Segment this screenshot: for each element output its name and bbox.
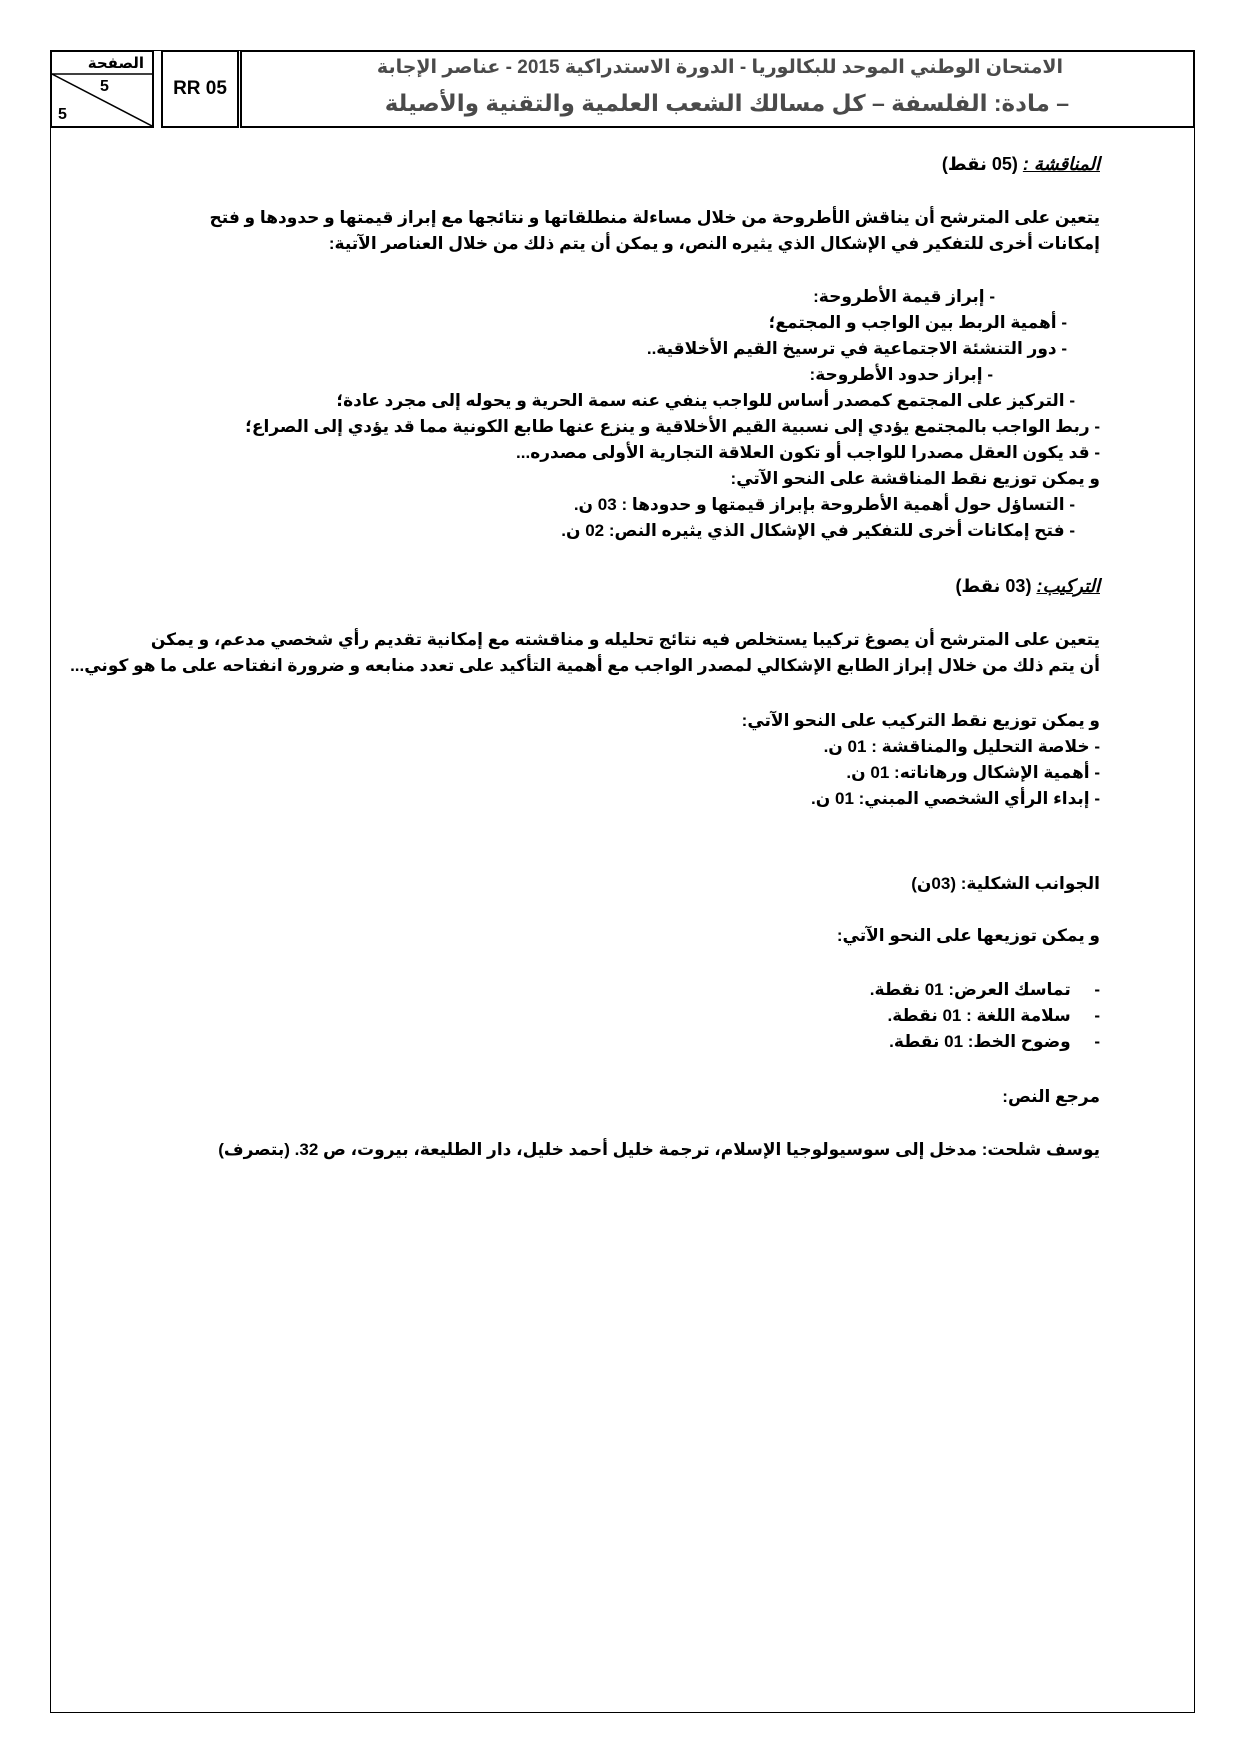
synthesis-title: التركيب: xyxy=(1036,576,1100,596)
discussion-item: - فتح إمكانات أخرى للتفكير في الإشكال الذي يثيره النص: 02 ن. xyxy=(561,521,1075,540)
reference-title: مرجع النص: xyxy=(1002,1087,1100,1106)
discussion-item: - دور التنشئة الاجتماعية في ترسيخ القيم الأخلاقية.. xyxy=(646,339,1067,358)
header-title-line2: – مادة: الفلسفة – كل مسالك الشعب العلمية والتقنية والأصيلة xyxy=(384,90,1069,116)
synthesis-distribution-intro: و يمكن توزيع نقط التركيب على النحو الآتي: xyxy=(741,711,1100,730)
synthesis-intro-line1: يتعين على المترشح أن يصوغ تركيبا يستخلص فيه نتائج تحليله و مناقشته مع إمكانية تقديم رأي شخصي مدعم، و يمكن xyxy=(150,630,1100,649)
synthesis-points: (03 نقط) xyxy=(955,576,1032,596)
page-number-box xyxy=(50,50,154,128)
discussion-intro-line1: يتعين على المترشح أن يناقش الأطروحة من خلال مساءلة منطلقاتها و نتائجها مع إبراز قيمتها و حدودها و فتح xyxy=(209,208,1100,227)
formal-item: - سلامة اللغة : 01 نقطة. xyxy=(887,1006,1100,1025)
discussion-item: - قد يكون العقل مصدرا للواجب أو تكون العلاقة التجارية الأولى مصدره... xyxy=(516,443,1100,462)
discussion-heading xyxy=(942,154,1100,175)
synthesis-intro-line2: أن يتم ذلك من خلال إبراز الطابع الإشكالي لمصدر الواجب مع أهمية التأكيد على تعدد منابعه و ضرورة انفتاحه على ما هو كوني... xyxy=(70,656,1100,675)
page-current: 5 xyxy=(100,78,109,95)
discussion-distribution-intro: و يمكن توزيع نقط المناقشة على النحو الآتي: xyxy=(730,469,1100,488)
reference-text: يوسف شلحت: مدخل إلى سوسيولوجيا الإسلام، ترجمة خليل أحمد خليل، دار الطليعة، بيروت، ص 32. (بتصرف) xyxy=(218,1140,1100,1159)
formal-title: الجوانب الشكلية: (03ن) xyxy=(911,874,1100,893)
discussion-item: - التركيز على المجتمع كمصدر أساس للواجب ينفي عنه سمة الحرية و يحوله إلى مجرد عادة؛ xyxy=(336,391,1075,410)
discussion-title: المناقشة : xyxy=(1022,154,1100,174)
exam-code: RR 05 xyxy=(161,50,239,128)
discussion-item: - إبراز حدود الأطروحة: xyxy=(809,365,993,384)
discussion-points: (05 نقط) xyxy=(941,154,1018,174)
header-title-line1: الامتحان الوطني الموحد للبكالوريا - الدورة الاستدراكية 2015 - عناصر الإجابة xyxy=(376,57,1063,78)
discussion-intro-line2: إمكانات أخرى للتفكير في الإشكال الذي يثيره النص، و يمكن أن يتم ذلك من خلال العناصر الآتية: xyxy=(328,234,1100,253)
discussion-item: - أهمية الربط بين الواجب و المجتمع؛ xyxy=(768,313,1067,332)
discussion-item: - إبراز قيمة الأطروحة: xyxy=(813,287,995,306)
synthesis-heading xyxy=(955,576,1100,597)
synthesis-item: - إبداء الرأي الشخصي المبني: 01 ن. xyxy=(811,789,1100,808)
formal-distribution-intro: و يمكن توزيعها على النحو الآتي: xyxy=(836,926,1100,945)
page-label: الصفحة xyxy=(87,55,144,72)
formal-item: - تماسك العرض: 01 نقطة. xyxy=(869,980,1100,999)
header-title-box xyxy=(240,50,1195,128)
discussion-item: - التساؤل حول أهمية الأطروحة بإبراز قيمتها و حدودها : 03 ن. xyxy=(573,495,1075,514)
page-total: 5 xyxy=(58,106,67,123)
synthesis-item: - خلاصة التحليل والمناقشة : 01 ن. xyxy=(823,737,1100,756)
discussion-item: - ربط الواجب بالمجتمع يؤدي إلى نسبية القيم الأخلاقية و ينزع عنها طابع الكونية مما قد يؤدي إلى الصراع؛ xyxy=(245,417,1100,436)
synthesis-item: - أهمية الإشكال ورهاناته: 01 ن. xyxy=(846,763,1100,782)
formal-item: - وضوح الخط: 01 نقطة. xyxy=(889,1032,1100,1051)
